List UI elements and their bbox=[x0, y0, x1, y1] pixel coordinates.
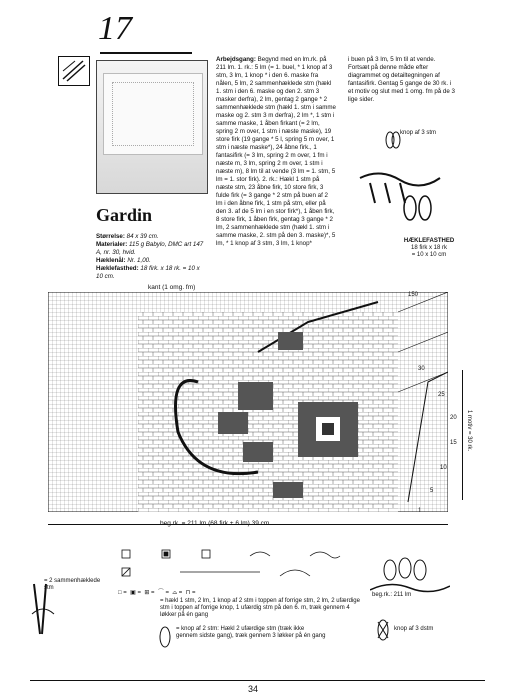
legend-sammen: = 2 sammenhæklede stm bbox=[44, 578, 101, 591]
spec-gauge: Hæklefasthed: 18 firk. x 18 rk. = 10 x 10 cm. bbox=[96, 265, 200, 280]
legend-main-text: = hækl 1 stm, 2 lm, 1 knop af 2 stm i toppen af forrige stm, 2 lm, 2 ufærdige stm i toppen af forrige knop, 1 ufærdig stm på den 6. m, træk gennem 4 løkker på én gang bbox=[160, 598, 360, 618]
pattern-title: Gardin bbox=[96, 205, 153, 225]
row-num-1: 1 bbox=[418, 508, 422, 514]
spec-size: Størrelse: 84 x 39 cm. bbox=[96, 233, 159, 240]
edge-label: kant (1 omg. fm) bbox=[148, 284, 196, 291]
legend-sym-5: ⊓ = bbox=[185, 590, 196, 596]
beg-rk-small-label: beg.rk.: 211 lm bbox=[372, 592, 412, 598]
chart-grid bbox=[48, 292, 448, 512]
row-num-25: 25 bbox=[438, 392, 445, 398]
motif-bracket bbox=[462, 370, 463, 500]
footer-rule bbox=[30, 680, 485, 681]
row-num-30: 30 bbox=[418, 366, 425, 372]
curtain-photo bbox=[96, 60, 208, 194]
hook-logo-icon bbox=[58, 56, 90, 86]
curtain-photo-lace bbox=[103, 73, 203, 155]
gauge-line1: 18 firk x 18 rk bbox=[410, 245, 447, 251]
instructions-heading: Arbejdsgang: bbox=[216, 56, 256, 63]
row-num-20: 20 bbox=[450, 415, 457, 421]
symbol-legend bbox=[120, 546, 380, 586]
motif-label: 1 motiv = 30 rk. bbox=[466, 410, 472, 452]
gauge-heading: HÆKLEFASTHED bbox=[403, 238, 455, 244]
instructions-text-1: Begynd med en lm.rk. på 211 lm. 1. rk.: 5 lm (= 1. buel, * 1 knop af 3 stm, 3 lm, 1 knop * i den 6. maske fra nålen, 5 lm, 2 sammenhæklede stm (hækl 1. stm i den 6. maske og den 2. stm 3 masker derfra), 2 lm, gentag 2 gange * 2 sammenhæklede stm (hækl 1. stm i samme maske og 2. stm 3 m derfra), 2 lm *, 1 stm i samme maske, 1 åben firkant (= 2 lm, spring 2 m over, 1 stm i næste maske), 19 store firk (19 gange * 5 l, spring 5 m over, 1 stm i næste maske*), 24 åbne firk., 1 fantasifirk (= 3 lm, spring 2 m over, 1 fm i næste m, 3 lm, spring 2 m over, 1 stm i næste m), 8 lm til at vende (3 lm = 1. stm, 5 lm = 1. stor firk). 2. rk.: Hækl 1 stm på næste stm, 23 åbne firk, 10 store firk, 3 fulde firk (= 3 gange * 2 stm på buen af 2 lm i den åbne firk, 1 stm på stm, eller på den 3. af de 5 lm i en stor firk*), 1 åben firk, 8 store firk, 1 åben firk, gentag 3 gange * 2 lm, 2 sammenhæklede stm (hækl 1. stm i samme maske, 2. stm på den 3. maske)*, 5 lm, * 1 knop af 3 stm, 3 lm, 1 knop* bbox=[216, 56, 337, 247]
page-number: 34 bbox=[248, 684, 259, 694]
legend-sym-4: ⌓ = bbox=[172, 590, 183, 596]
legend-sym-2: ⊞ = bbox=[144, 590, 155, 596]
legend-sym-1: ▣ = bbox=[130, 590, 141, 596]
gauge-line2: = 10 x 10 cm bbox=[411, 252, 447, 258]
knop3-dstm-symbol-icon bbox=[376, 618, 390, 642]
specs-block bbox=[96, 233, 208, 281]
row-num-5: 5 bbox=[430, 488, 434, 494]
legend-knop3-dstm: knop af 3 dstm bbox=[394, 626, 434, 632]
knop3-label: knop af 3 stm bbox=[400, 130, 437, 136]
instructions-col1 bbox=[216, 56, 336, 248]
pattern-number-underline bbox=[100, 52, 192, 54]
legend-sym-0: □ = bbox=[118, 590, 127, 596]
gauge-box bbox=[398, 238, 460, 268]
knop2-symbol-icon bbox=[158, 625, 172, 649]
instructions-col2: i buen på 3 lm, 5 lm til at vende. Fortsæt på denne måde efter diagrammet og detailtegningen af fantasifirk. Gentag 5 gange de 30 rk. i et motiv og slut med 1 omg. fm på de 3 lige sider. bbox=[348, 56, 455, 103]
spec-materials: Materialer: 115 g Babylo, DMC art 147 A, nr. 30, hvid. bbox=[96, 241, 204, 256]
legend-sym-3: ⌒ = bbox=[157, 590, 170, 596]
pattern-number: 17 bbox=[98, 10, 132, 47]
start-row-line bbox=[48, 524, 448, 525]
legend-knop2: = knop af 2 stm: Hækl 2 ufærdige stm (træk ikke gennem sidste gang), træk gennem 3 løkker på én gang bbox=[176, 626, 326, 639]
row-num-15: 15 bbox=[450, 440, 457, 446]
stitch-detail-drawing bbox=[350, 128, 460, 228]
legend-symbol-row bbox=[118, 590, 196, 597]
crochet-chart bbox=[48, 292, 448, 512]
row-num-10: 10 bbox=[440, 465, 447, 471]
row-num-150: 150 bbox=[408, 292, 419, 298]
spec-hook: Hæklenål: Nr. 1,00. bbox=[96, 257, 151, 264]
